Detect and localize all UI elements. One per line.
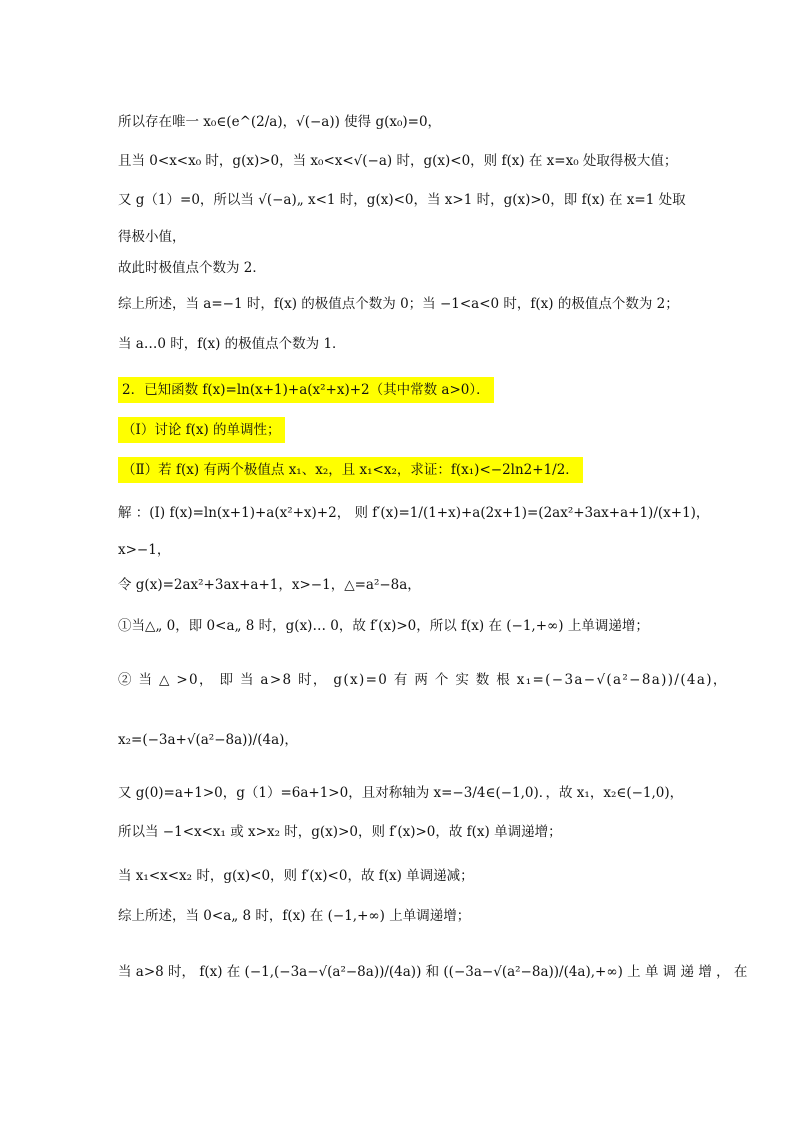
text-line: 所以存在唯一 x₀∈(e^(2/a)，√(−a)) 使得 g(x₀)=0， xyxy=(118,114,442,130)
text-line: 得极小值， xyxy=(118,229,186,245)
text-line: 综上所述，当 0<a„ 8 时，f(x) 在 (−1,+∞) 上单调递增； xyxy=(118,908,471,924)
text-line: x₂=(−3a+√(a²−8a))/(4a)， xyxy=(118,732,298,748)
part-two-highlight: （Ⅱ）若 f(x) 有两个极值点 x₁、x₂，且 x₁<x₂，求证：f(x₁)<−2ln2+1/2． xyxy=(118,457,583,483)
text-line: ② 当 △ >0， 即 当 a>8 时， g(x)=0 有 两 个 实 数 根 x₁=(−3a−√(a²−8a))/(4a)， xyxy=(118,672,728,688)
text-line: x>−1， xyxy=(118,542,171,558)
text-line: 又 g(0)=a+1>0，g（1）=6a+1>0，且对称轴为 x=−3/4∈(−1,0)．，故 x₁，x₂∈(−1,0)， xyxy=(118,785,684,801)
text-line: 解 ：(I) f(x)=ln(x+1)+a(x²+x)+2， 则 f′(x)=1/(1+x)+a(2x+1)=(2ax²+3ax+a+1)/(x+1)， xyxy=(118,505,710,521)
text-line: 令 g(x)=2ax²+3ax+a+1，x>−1，△=a²−8a， xyxy=(118,577,421,593)
text-line: 当 a>8 时， f(x) 在 (−1,(−3a−√(a²−8a))/(4a)) 和 ((−3a−√(a²−8a))/(4a),+∞) 上 单 调 递 增 ， 在 xyxy=(118,964,748,980)
text-line: 当 x₁<x<x₂ 时，g(x)<0，则 f′(x)<0，故 f(x) 单调递减； xyxy=(118,868,474,884)
text-line: 且当 0<x<x₀ 时，g(x)>0，当 x₀<x<√(−a) 时，g(x)<0，则 f(x) 在 x=x₀ 处取得极大值； xyxy=(118,153,678,169)
part-one-highlight: （Ⅰ）讨论 f(x) 的单调性； xyxy=(118,417,285,443)
text-line: 所以当 −1<x<x₁ 或 x>x₂ 时，g(x)>0，则 f′(x)>0，故 f(x) 单调递增； xyxy=(118,824,562,840)
text-line: ①当△„ 0，即 0<a„ 8 时，g(x)… 0，故 f′(x)>0，所以 f(x) 在 (−1,+∞) 上单调递增； xyxy=(118,618,649,634)
text-line: 当 a…0 时，f(x) 的极值点个数为 1． xyxy=(118,336,346,352)
text-line: 故此时极值点个数为 2． xyxy=(118,260,266,276)
text-line: 又 g（1）=0，所以当 √(−a)„ x<1 时，g(x)<0，当 x>1 时，g(x)>0，即 f(x) 在 x=1 处取 xyxy=(118,192,686,208)
problem-statement-highlight: 2．已知函数 f(x)=ln(x+1)+a(x²+x)+2（其中常数 a>0）． xyxy=(118,377,494,403)
text-line: 综上所述，当 a=−1 时，f(x) 的极值点个数为 0；当 −1<a<0 时，f(x) 的极值点个数为 2； xyxy=(118,296,679,312)
